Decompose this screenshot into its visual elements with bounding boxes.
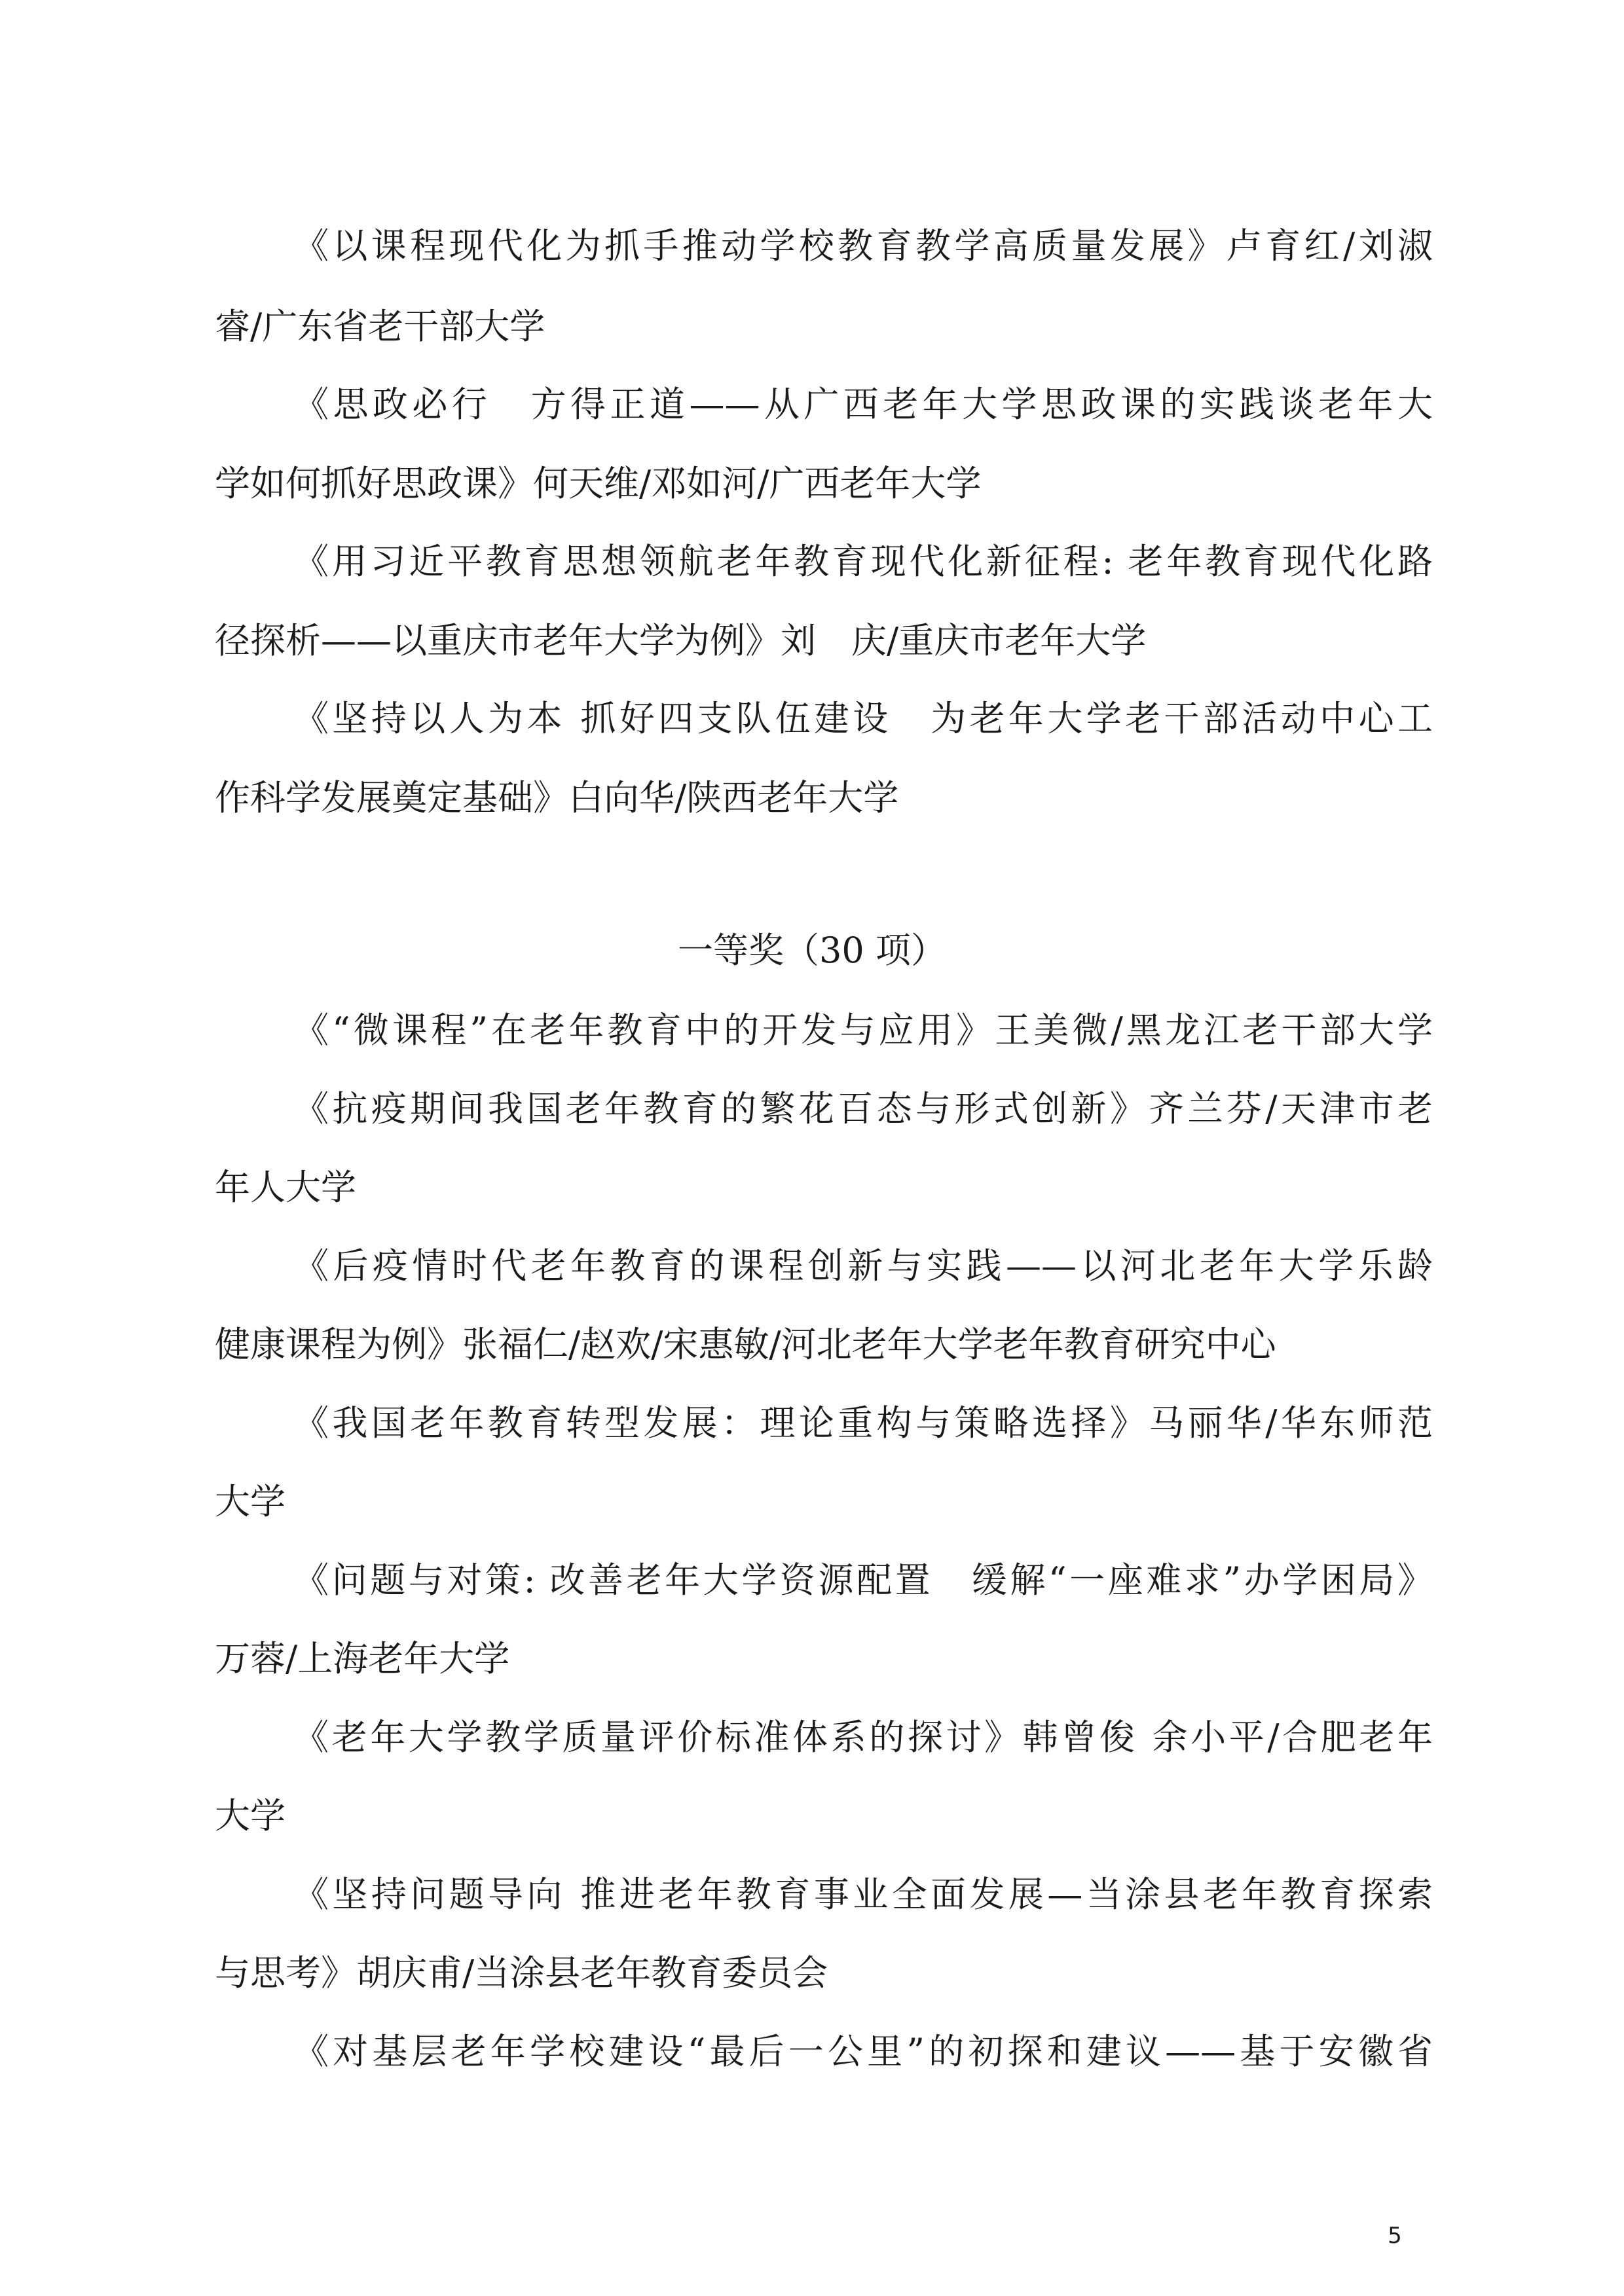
entry-line: 万蓉/上海老年大学 [215, 1638, 510, 1679]
entry-line: 《坚持问题导向 推进老年教育事业全面发展—当涂县老年教育探索 [293, 1874, 1433, 1915]
entry-line: 《坚持以人为本 抓好四支队伍建设 为老年大学老干部活动中心工 [293, 698, 1433, 739]
entry-line: 《用习近平教育思想领航老年教育现代化新征程: 老年教育现代化路 [293, 541, 1433, 582]
entry-line: 《“微课程”在老年教育中的开发与应用》王美微/黑龙江老干部大学 [293, 1010, 1433, 1051]
entry-line: 《后疫情时代老年教育的课程创新与实践——以河北老年大学乐龄 [293, 1245, 1433, 1286]
entry-line: 《思政必行 方得正道——从广西老年大学思政课的实践谈老年大 [293, 384, 1433, 425]
entry-line: 《对基层老年学校建设“最后一公里”的初探和建议——基于安徽省 [293, 2031, 1433, 2072]
entry-line: 径探析——以重庆市老年大学为例》刘 庆/重庆市老年大学 [215, 620, 1147, 661]
page-number: 5 [1388, 2223, 1402, 2249]
entry-line: 学如何抓好思政课》何天维/邓如河/广西老年大学 [215, 463, 982, 504]
entry-line: 《老年大学教学质量评价标准体系的探讨》韩曾俊 余小平/合肥老年 [293, 1717, 1433, 1758]
entry-line: 与思考》胡庆甫/当涂县老年教育委员会 [215, 1952, 828, 1994]
entry-line: 大学 [215, 1481, 286, 1522]
entry-line: 睿/广东省老干部大学 [215, 306, 545, 347]
entry-line: 《以课程现代化为抓手推动学校教育教学高质量发展》卢育红/刘淑 [293, 225, 1433, 266]
entry-line: 《抗疫期间我国老年教育的繁花百态与形式创新》齐兰芬/天津市老 [293, 1088, 1433, 1129]
entry-line: 年人大学 [215, 1167, 356, 1208]
entry-line: 作科学发展奠定基础》白向华/陕西老年大学 [215, 777, 899, 818]
entry-line: 《我国老年教育转型发展：理论重构与策略选择》马丽华/华东师范 [293, 1402, 1433, 1444]
entry-line: 健康课程为例》张福仁/赵欢/宋惠敏/河北老年大学老年教育研究中心 [215, 1324, 1276, 1365]
entry-line: 《问题与对策: 改善老年大学资源配置 缓解“一座难求”办学困局》 [293, 1559, 1433, 1601]
section-heading: 一等奖（30 项） [678, 930, 946, 971]
entry-line: 大学 [215, 1795, 286, 1836]
